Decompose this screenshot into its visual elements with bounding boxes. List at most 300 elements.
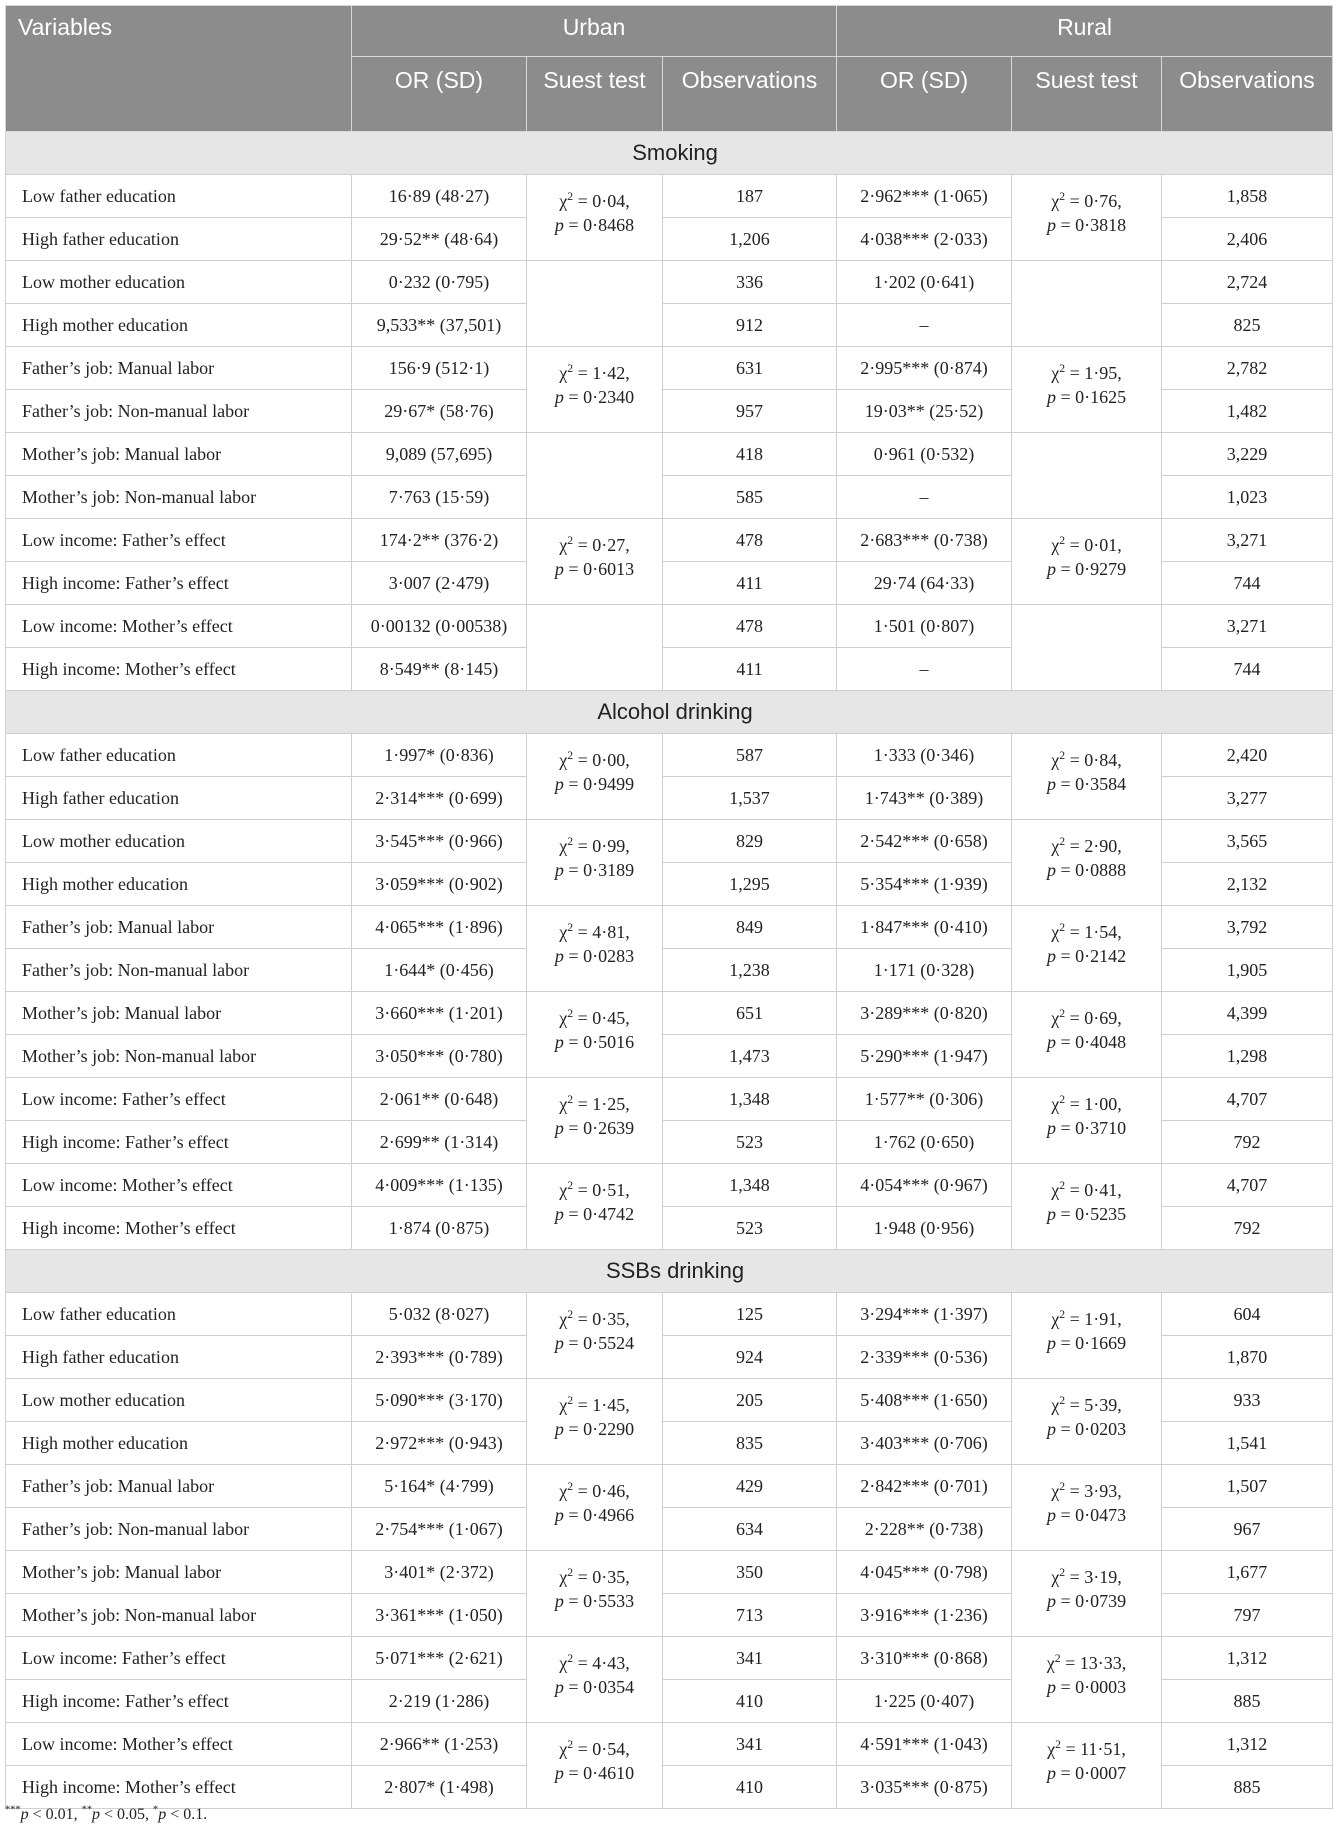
- row-label: High mother education: [6, 863, 352, 906]
- urban-observations-cell: 1,348: [663, 1164, 837, 1207]
- row-label: High income: Mother’s effect: [6, 1207, 352, 1250]
- urban-or-cell: 3·545*** (0·966): [352, 820, 527, 863]
- rural-suest-p: p = 0·3818: [1046, 215, 1127, 235]
- rural-suest-chi: $\chi^2 = 3\cdot 19$,: [1051, 1566, 1122, 1587]
- urban-observations-cell: 1,473: [663, 1035, 837, 1078]
- urban-or-cell: 1·644* (0·456): [352, 949, 527, 992]
- urban-observations-cell: 1,238: [663, 949, 837, 992]
- urban-or-cell: 2·699** (1·314): [352, 1121, 527, 1164]
- rural-observations-cell: 1,507: [1162, 1465, 1333, 1508]
- rural-suest-p: p = 0·9279: [1046, 559, 1127, 579]
- rural-suest-chi: $\chi^2 = 0\cdot 69$,: [1051, 1007, 1122, 1028]
- header-urban-suest: Suest test: [527, 57, 663, 132]
- rural-suest-chi: $\chi^2 = 1\cdot 00$,: [1051, 1093, 1122, 1114]
- rural-suest-cell: [1012, 820, 1162, 906]
- rural-or-cell: 2·683*** (0·738): [837, 519, 1012, 562]
- urban-suest-chi: $\chi^2 = 0\cdot 99$,: [559, 835, 630, 856]
- urban-or-cell: 3·361*** (1·050): [352, 1594, 527, 1637]
- urban-suest-p: p = 0·5533: [554, 1591, 635, 1611]
- rural-suest-cell: [1012, 1293, 1162, 1379]
- table-row: [6, 1637, 1333, 1680]
- rural-suest-cell: [1012, 992, 1162, 1078]
- header-rural-suest: Suest test: [1012, 57, 1162, 132]
- urban-observations-cell: 429: [663, 1465, 837, 1508]
- urban-or-cell: 29·67* (58·76): [352, 390, 527, 433]
- results-table-container: [5, 5, 1332, 1809]
- row-label: Father’s job: Manual labor: [6, 1465, 352, 1508]
- rural-observations-cell: 1,870: [1162, 1336, 1333, 1379]
- rural-or-cell: 1·225 (0·407): [837, 1680, 1012, 1723]
- urban-or-cell: 3·059*** (0·902): [352, 863, 527, 906]
- rural-or-cell: 2·542*** (0·658): [837, 820, 1012, 863]
- urban-suest-cell: [527, 605, 663, 691]
- urban-suest-p: p = 0·5524: [554, 1333, 635, 1353]
- header-rural: Rural: [837, 6, 1333, 57]
- table-row: [6, 1465, 1333, 1508]
- urban-suest-cell: [527, 519, 663, 605]
- rural-suest-cell: [1012, 1551, 1162, 1637]
- urban-or-cell: 4·009*** (1·135): [352, 1164, 527, 1207]
- rural-observations-cell: 792: [1162, 1121, 1333, 1164]
- table-row: [6, 992, 1333, 1035]
- urban-or-cell: 2·807* (1·498): [352, 1766, 527, 1809]
- rural-observations-cell: 1,023: [1162, 476, 1333, 519]
- rural-observations-cell: 2,406: [1162, 218, 1333, 261]
- row-label: High income: Mother’s effect: [6, 1766, 352, 1809]
- urban-observations-cell: 829: [663, 820, 837, 863]
- section-title: Alcohol drinking: [6, 691, 1333, 734]
- rural-or-cell: 2·842*** (0·701): [837, 1465, 1012, 1508]
- urban-suest-p: p = 0·2340: [554, 387, 635, 407]
- urban-observations-cell: 1,348: [663, 1078, 837, 1121]
- urban-or-cell: 1·997* (0·836): [352, 734, 527, 777]
- urban-observations-cell: 585: [663, 476, 837, 519]
- header-urban-or: OR (SD): [352, 57, 527, 132]
- urban-suest-chi: $\chi^2 = 0\cdot 35$,: [559, 1566, 630, 1587]
- section-row: [6, 1250, 1333, 1293]
- rural-suest-cell: [1012, 261, 1162, 347]
- row-label: Low income: Father’s effect: [6, 1078, 352, 1121]
- urban-suest-p: p = 0·2639: [554, 1118, 635, 1138]
- urban-suest-cell: [527, 261, 663, 347]
- rural-observations-cell: 3,271: [1162, 605, 1333, 648]
- urban-suest-p: p = 0·0354: [554, 1677, 635, 1697]
- row-label: Low income: Mother’s effect: [6, 1164, 352, 1207]
- rural-suest-cell: [1012, 605, 1162, 691]
- rural-suest-cell: [1012, 906, 1162, 992]
- footnote-text: ***p < 0.01, **p < 0.05, *p < 0.1.: [5, 1804, 208, 1823]
- row-label: Mother’s job: Non-manual labor: [6, 476, 352, 519]
- row-label: High father education: [6, 1336, 352, 1379]
- rural-suest-chi: $\chi^2 = 5\cdot 39$,: [1051, 1394, 1122, 1415]
- table-row: [6, 1293, 1333, 1336]
- rural-suest-p: p = 0·0473: [1046, 1505, 1127, 1525]
- rural-observations-cell: 2,782: [1162, 347, 1333, 390]
- rural-suest-cell: [1012, 734, 1162, 820]
- row-label: Low father education: [6, 734, 352, 777]
- urban-suest-cell: [527, 1551, 663, 1637]
- urban-observations-cell: 341: [663, 1637, 837, 1680]
- rural-or-cell: 3·916*** (1·236): [837, 1594, 1012, 1637]
- rural-or-cell: 4·038*** (2·033): [837, 218, 1012, 261]
- urban-or-cell: 174·2** (376·2): [352, 519, 527, 562]
- urban-observations-cell: 205: [663, 1379, 837, 1422]
- rural-suest-p: p = 0·1625: [1046, 387, 1127, 407]
- urban-suest-chi: $\chi^2 = 1\cdot 42$,: [559, 362, 630, 383]
- urban-suest-chi: $\chi^2 = 0\cdot 04$,: [559, 190, 630, 211]
- urban-observations-cell: 350: [663, 1551, 837, 1594]
- urban-suest-chi: $\chi^2 = 0\cdot 00$,: [559, 749, 630, 770]
- urban-observations-cell: 1,295: [663, 863, 837, 906]
- urban-observations-cell: 924: [663, 1336, 837, 1379]
- rural-observations-cell: 3,565: [1162, 820, 1333, 863]
- rural-suest-cell: [1012, 1465, 1162, 1551]
- row-label: Mother’s job: Non-manual labor: [6, 1035, 352, 1078]
- table-row: [6, 906, 1333, 949]
- urban-suest-p: p = 0·3189: [554, 860, 635, 880]
- urban-suest-cell: [527, 433, 663, 519]
- urban-suest-p: p = 0·9499: [554, 774, 635, 794]
- rural-observations-cell: 2,724: [1162, 261, 1333, 304]
- row-label: Low mother education: [6, 261, 352, 304]
- rural-suest-cell: [1012, 1164, 1162, 1250]
- urban-observations-cell: 478: [663, 605, 837, 648]
- urban-suest-chi: $\chi^2 = 1\cdot 45$,: [559, 1394, 630, 1415]
- urban-or-cell: 5·090*** (3·170): [352, 1379, 527, 1422]
- rural-or-cell: 5·354*** (1·939): [837, 863, 1012, 906]
- urban-suest-p: p = 0·0283: [554, 946, 635, 966]
- rural-observations-cell: 792: [1162, 1207, 1333, 1250]
- urban-observations-cell: 1,206: [663, 218, 837, 261]
- header-variables: Variables: [6, 6, 352, 132]
- urban-observations-cell: 341: [663, 1723, 837, 1766]
- row-label: Mother’s job: Manual labor: [6, 992, 352, 1035]
- row-label: High income: Father’s effect: [6, 562, 352, 605]
- rural-suest-cell: [1012, 1078, 1162, 1164]
- rural-suest-p: p = 0·0739: [1046, 1591, 1127, 1611]
- rural-observations-cell: 1,905: [1162, 949, 1333, 992]
- urban-suest-cell: [527, 1465, 663, 1551]
- section-title: Smoking: [6, 132, 1333, 175]
- urban-suest-p: p = 0·4742: [554, 1204, 635, 1224]
- rural-suest-chi: $\chi^2 = 3\cdot 93$,: [1051, 1480, 1122, 1501]
- urban-observations-cell: 634: [663, 1508, 837, 1551]
- rural-suest-chi: $\chi^2 = 2\cdot 90$,: [1051, 835, 1122, 856]
- rural-or-cell: 1·743** (0·389): [837, 777, 1012, 820]
- urban-observations-cell: 523: [663, 1121, 837, 1164]
- urban-suest-chi: $\chi^2 = 0\cdot 27$,: [559, 534, 630, 555]
- row-label: Low mother education: [6, 820, 352, 863]
- table-row: [6, 1164, 1333, 1207]
- rural-suest-cell: [1012, 1637, 1162, 1723]
- urban-or-cell: 5·164* (4·799): [352, 1465, 527, 1508]
- rural-observations-cell: 2,420: [1162, 734, 1333, 777]
- urban-suest-cell: [527, 1637, 663, 1723]
- results-table: [5, 5, 1333, 1809]
- table-row: [6, 734, 1333, 777]
- rural-or-cell: 4·054*** (0·967): [837, 1164, 1012, 1207]
- urban-observations-cell: 410: [663, 1766, 837, 1809]
- rural-or-cell: 4·591*** (1·043): [837, 1723, 1012, 1766]
- rural-observations-cell: 744: [1162, 562, 1333, 605]
- rural-observations-cell: 4,399: [1162, 992, 1333, 1035]
- row-label: Low father education: [6, 1293, 352, 1336]
- rural-suest-chi: $\chi^2 = 1\cdot 95$,: [1051, 362, 1122, 383]
- urban-suest-p: p = 0·6013: [554, 559, 635, 579]
- header-rural-or: OR (SD): [837, 57, 1012, 132]
- section-title: SSBs drinking: [6, 1250, 1333, 1293]
- rural-or-cell: 3·289*** (0·820): [837, 992, 1012, 1035]
- urban-or-cell: 0·00132 (0·00538): [352, 605, 527, 648]
- urban-suest-p: p = 0·4966: [554, 1505, 635, 1525]
- row-label: Father’s job: Non-manual labor: [6, 949, 352, 992]
- rural-or-cell: 0·961 (0·532): [837, 433, 1012, 476]
- urban-suest-cell: [527, 1293, 663, 1379]
- rural-observations-cell: 3,792: [1162, 906, 1333, 949]
- rural-observations-cell: 2,132: [1162, 863, 1333, 906]
- rural-suest-chi: $\chi^2 = 0\cdot 01$,: [1051, 534, 1122, 555]
- rural-suest-cell: [1012, 175, 1162, 261]
- table-row: [6, 1078, 1333, 1121]
- urban-suest-cell: [527, 1164, 663, 1250]
- rural-suest-p: p = 0·0007: [1046, 1763, 1127, 1783]
- rural-or-cell: 3·403*** (0·706): [837, 1422, 1012, 1465]
- table-header: [6, 6, 1333, 132]
- urban-or-cell: 9,533** (37,501): [352, 304, 527, 347]
- urban-or-cell: 2·219 (1·286): [352, 1680, 527, 1723]
- urban-suest-chi: $\chi^2 = 0\cdot 46$,: [559, 1480, 630, 1501]
- rural-observations-cell: 1,541: [1162, 1422, 1333, 1465]
- rural-suest-p: p = 0·2142: [1046, 946, 1127, 966]
- urban-suest-cell: [527, 906, 663, 992]
- urban-observations-cell: 411: [663, 562, 837, 605]
- urban-observations-cell: 411: [663, 648, 837, 691]
- rural-observations-cell: 3,277: [1162, 777, 1333, 820]
- rural-suest-cell: [1012, 347, 1162, 433]
- row-label: Low income: Mother’s effect: [6, 605, 352, 648]
- rural-observations-cell: 1,312: [1162, 1723, 1333, 1766]
- urban-or-cell: 8·549** (8·145): [352, 648, 527, 691]
- urban-or-cell: 4·065*** (1·896): [352, 906, 527, 949]
- rural-suest-p: p = 0·0203: [1046, 1419, 1127, 1439]
- urban-or-cell: 5·071*** (2·621): [352, 1637, 527, 1680]
- rural-or-cell: –: [837, 648, 1012, 691]
- rural-or-cell: 1·948 (0·956): [837, 1207, 1012, 1250]
- rural-suest-p: p = 0·0003: [1046, 1677, 1127, 1697]
- urban-observations-cell: 587: [663, 734, 837, 777]
- urban-or-cell: 0·232 (0·795): [352, 261, 527, 304]
- row-label: Low mother education: [6, 1379, 352, 1422]
- urban-or-cell: 156·9 (512·1): [352, 347, 527, 390]
- rural-suest-chi: $\chi^2 = 1\cdot 54$,: [1051, 921, 1122, 942]
- rural-or-cell: 2·995*** (0·874): [837, 347, 1012, 390]
- rural-suest-cell: [1012, 519, 1162, 605]
- rural-observations-cell: 744: [1162, 648, 1333, 691]
- urban-observations-cell: 849: [663, 906, 837, 949]
- urban-observations-cell: 410: [663, 1680, 837, 1723]
- urban-or-cell: 2·314*** (0·699): [352, 777, 527, 820]
- rural-suest-chi: $\chi^2 = 0\cdot 41$,: [1051, 1179, 1122, 1200]
- rural-observations-cell: 825: [1162, 304, 1333, 347]
- rural-suest-p: p = 0·1669: [1046, 1333, 1127, 1353]
- urban-or-cell: 2·754*** (1·067): [352, 1508, 527, 1551]
- urban-observations-cell: 713: [663, 1594, 837, 1637]
- urban-observations-cell: 1,537: [663, 777, 837, 820]
- urban-suest-cell: [527, 1723, 663, 1809]
- row-label: Low income: Mother’s effect: [6, 1723, 352, 1766]
- rural-or-cell: 5·290*** (1·947): [837, 1035, 1012, 1078]
- urban-suest-chi: $\chi^2 = 0\cdot 51$,: [559, 1179, 630, 1200]
- rural-observations-cell: 3,229: [1162, 433, 1333, 476]
- rural-observations-cell: 1,482: [1162, 390, 1333, 433]
- urban-observations-cell: 631: [663, 347, 837, 390]
- urban-or-cell: 7·763 (15·59): [352, 476, 527, 519]
- urban-observations-cell: 835: [663, 1422, 837, 1465]
- header-rural-observations: Observations: [1162, 57, 1333, 132]
- urban-or-cell: 5·032 (8·027): [352, 1293, 527, 1336]
- rural-suest-p: p = 0·0888: [1046, 860, 1127, 880]
- urban-observations-cell: 125: [663, 1293, 837, 1336]
- row-label: High mother education: [6, 1422, 352, 1465]
- urban-or-cell: 2·972*** (0·943): [352, 1422, 527, 1465]
- table-row: [6, 433, 1333, 476]
- rural-or-cell: 19·03** (25·52): [837, 390, 1012, 433]
- rural-observations-cell: 933: [1162, 1379, 1333, 1422]
- row-label: Mother’s job: Non-manual labor: [6, 1594, 352, 1637]
- urban-suest-p: p = 0·5016: [554, 1032, 635, 1052]
- urban-suest-cell: [527, 992, 663, 1078]
- rural-or-cell: 2·228** (0·738): [837, 1508, 1012, 1551]
- rural-or-cell: 1·577** (0·306): [837, 1078, 1012, 1121]
- rural-observations-cell: 3,271: [1162, 519, 1333, 562]
- urban-suest-chi: $\chi^2 = 0\cdot 35$,: [559, 1308, 630, 1329]
- rural-observations-cell: 1,298: [1162, 1035, 1333, 1078]
- row-label: Low income: Father’s effect: [6, 519, 352, 562]
- rural-or-cell: 3·035*** (0·875): [837, 1766, 1012, 1809]
- urban-observations-cell: 912: [663, 304, 837, 347]
- rural-observations-cell: 967: [1162, 1508, 1333, 1551]
- urban-suest-p: p = 0·2290: [554, 1419, 635, 1439]
- row-label: Father’s job: Manual labor: [6, 347, 352, 390]
- rural-observations-cell: 4,707: [1162, 1164, 1333, 1207]
- urban-or-cell: 9,089 (57,695): [352, 433, 527, 476]
- urban-or-cell: 3·007 (2·479): [352, 562, 527, 605]
- table-row: [6, 605, 1333, 648]
- urban-suest-cell: [527, 175, 663, 261]
- urban-observations-cell: 523: [663, 1207, 837, 1250]
- urban-or-cell: 2·061** (0·648): [352, 1078, 527, 1121]
- table-row: [6, 175, 1333, 218]
- rural-suest-p: p = 0·5235: [1046, 1204, 1127, 1224]
- rural-or-cell: 1·171 (0·328): [837, 949, 1012, 992]
- rural-suest-chi: $\chi^2 = 11\cdot 51$,: [1047, 1738, 1126, 1759]
- row-label: Mother’s job: Manual labor: [6, 1551, 352, 1594]
- urban-suest-cell: [527, 820, 663, 906]
- rural-suest-chi: $\chi^2 = 0\cdot 76$,: [1051, 190, 1122, 211]
- urban-observations-cell: 651: [663, 992, 837, 1035]
- urban-observations-cell: 957: [663, 390, 837, 433]
- rural-or-cell: 1·762 (0·650): [837, 1121, 1012, 1164]
- row-label: High income: Father’s effect: [6, 1680, 352, 1723]
- urban-observations-cell: 418: [663, 433, 837, 476]
- urban-observations-cell: 336: [663, 261, 837, 304]
- table-body: [6, 132, 1333, 1809]
- rural-or-cell: 1·333 (0·346): [837, 734, 1012, 777]
- rural-or-cell: 2·339*** (0·536): [837, 1336, 1012, 1379]
- rural-observations-cell: 885: [1162, 1680, 1333, 1723]
- row-label: High mother education: [6, 304, 352, 347]
- table-row: [6, 1379, 1333, 1422]
- header-urban-observations: Observations: [663, 57, 837, 132]
- rural-or-cell: 4·045*** (0·798): [837, 1551, 1012, 1594]
- urban-suest-p: p = 0·4610: [554, 1763, 635, 1783]
- rural-suest-p: p = 0·4048: [1046, 1032, 1127, 1052]
- table-row: [6, 1551, 1333, 1594]
- urban-suest-p: p = 0·8468: [554, 215, 635, 235]
- urban-suest-cell: [527, 347, 663, 433]
- rural-observations-cell: 797: [1162, 1594, 1333, 1637]
- row-label: Low income: Father’s effect: [6, 1637, 352, 1680]
- rural-suest-chi: $\chi^2 = 1\cdot 91$,: [1051, 1308, 1122, 1329]
- table-row: [6, 519, 1333, 562]
- section-row: [6, 132, 1333, 175]
- rural-or-cell: 1·501 (0·807): [837, 605, 1012, 648]
- urban-suest-chi: $\chi^2 = 1\cdot 25$,: [559, 1093, 630, 1114]
- urban-or-cell: 3·401* (2·372): [352, 1551, 527, 1594]
- row-label: High income: Father’s effect: [6, 1121, 352, 1164]
- urban-or-cell: 1·874 (0·875): [352, 1207, 527, 1250]
- rural-suest-chi: $\chi^2 = 0\cdot 84$,: [1051, 749, 1122, 770]
- rural-or-cell: 1·847*** (0·410): [837, 906, 1012, 949]
- header-urban: Urban: [352, 6, 837, 57]
- table-row: [6, 347, 1333, 390]
- rural-suest-cell: [1012, 1723, 1162, 1809]
- urban-or-cell: 16·89 (48·27): [352, 175, 527, 218]
- row-label: High income: Mother’s effect: [6, 648, 352, 691]
- table-row: [6, 820, 1333, 863]
- table-row: [6, 1723, 1333, 1766]
- rural-suest-cell: [1012, 433, 1162, 519]
- urban-or-cell: 2·393*** (0·789): [352, 1336, 527, 1379]
- urban-or-cell: 29·52** (48·64): [352, 218, 527, 261]
- rural-or-cell: 5·408*** (1·650): [837, 1379, 1012, 1422]
- rural-or-cell: 29·74 (64·33): [837, 562, 1012, 605]
- row-label: Low father education: [6, 175, 352, 218]
- urban-or-cell: 2·966** (1·253): [352, 1723, 527, 1766]
- rural-or-cell: 3·310*** (0·868): [837, 1637, 1012, 1680]
- rural-or-cell: –: [837, 304, 1012, 347]
- urban-suest-cell: [527, 1379, 663, 1465]
- rural-observations-cell: 1,312: [1162, 1637, 1333, 1680]
- urban-suest-chi: $\chi^2 = 0\cdot 54$,: [559, 1738, 630, 1759]
- rural-suest-p: p = 0·3584: [1046, 774, 1127, 794]
- row-label: High father education: [6, 218, 352, 261]
- urban-or-cell: 3·660*** (1·201): [352, 992, 527, 1035]
- rural-suest-chi: $\chi^2 = 13\cdot 33$,: [1046, 1652, 1127, 1673]
- urban-suest-chi: $\chi^2 = 0\cdot 45$,: [559, 1007, 630, 1028]
- urban-suest-cell: [527, 734, 663, 820]
- urban-observations-cell: 187: [663, 175, 837, 218]
- urban-suest-chi: $\chi^2 = 4\cdot 81$,: [559, 921, 630, 942]
- rural-suest-p: p = 0·3710: [1046, 1118, 1127, 1138]
- row-label: Father’s job: Non-manual labor: [6, 390, 352, 433]
- row-label: Father’s job: Non-manual labor: [6, 1508, 352, 1551]
- rural-observations-cell: 1,858: [1162, 175, 1333, 218]
- urban-or-cell: 3·050*** (0·780): [352, 1035, 527, 1078]
- row-label: Father’s job: Manual labor: [6, 906, 352, 949]
- table-row: [6, 261, 1333, 304]
- rural-observations-cell: 885: [1162, 1766, 1333, 1809]
